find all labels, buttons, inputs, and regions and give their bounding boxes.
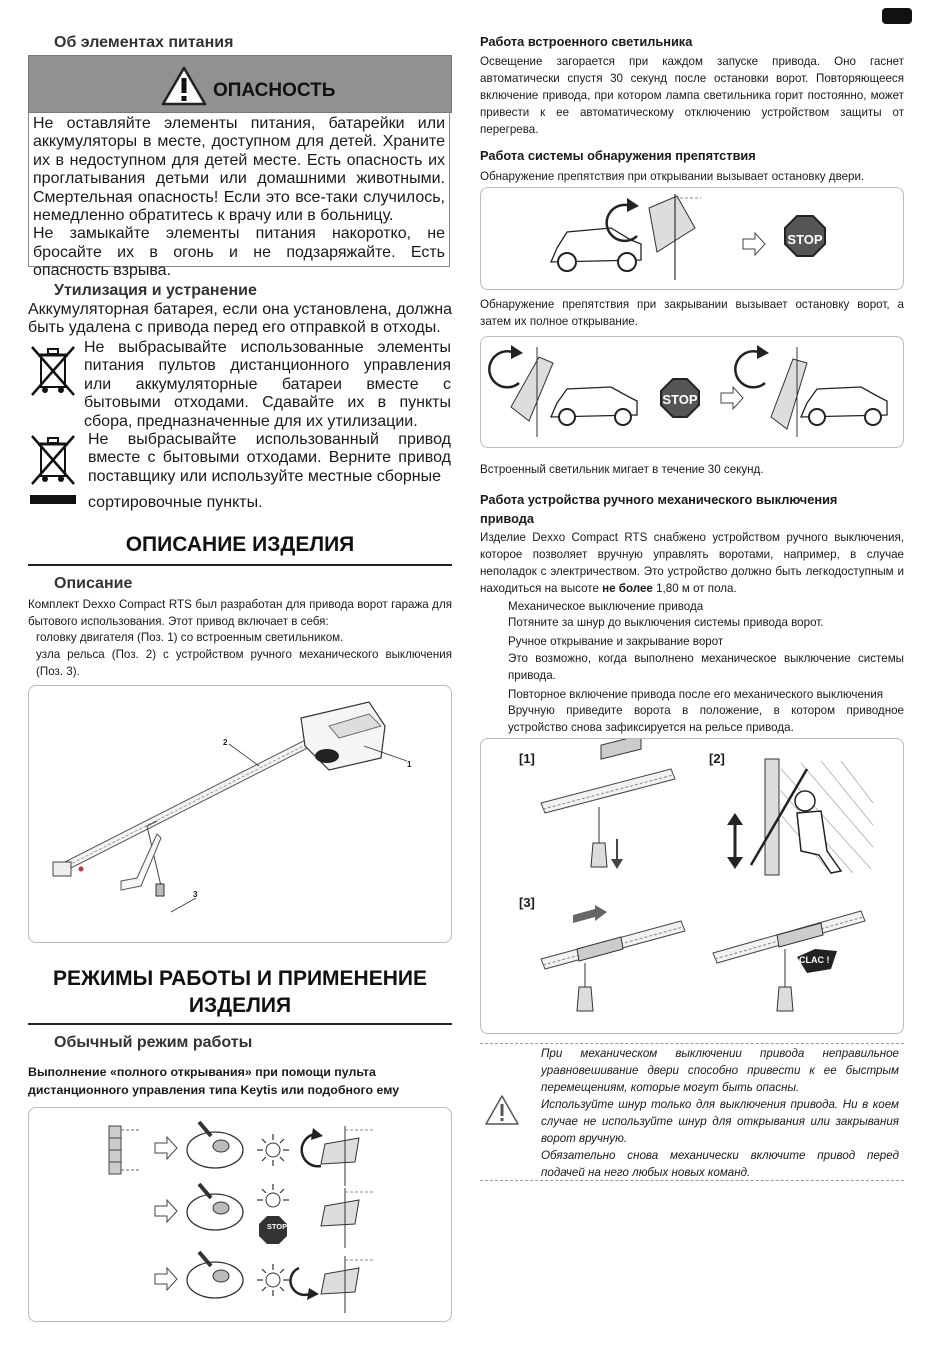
warning-triangle-icon <box>161 66 207 106</box>
step-2-figure <box>727 759 873 875</box>
clac-label: CLAC ! <box>799 955 830 965</box>
stop-sign-label-2: STOP <box>662 392 698 407</box>
manual-open-text: Это возможно, когда выполнено механическое выключение системы привода. <box>508 652 904 682</box>
obstacle-open-text: Обнаружение препятствия при открывании вызывает остановку двери. <box>480 170 865 183</box>
step-1-figure <box>541 739 675 869</box>
warning-top-rule <box>480 1043 904 1044</box>
light-text: Освещение загорается при каждом запуске привода. Оно гаснет автоматически спустя 30 секунд после остановки ворот. Повторяющееся включение привода, при котором лампа светильника горит постоянно, может привести к ее автоматическому отключению устройством защиты от перегрева. <box>480 55 904 136</box>
bin-underbar <box>30 495 76 504</box>
keytis-sequence-illustration <box>29 1108 451 1321</box>
manual-title-1: Работа устройства ручного механического выключения <box>480 492 838 507</box>
description-text: Комплект Dexxo Compact RTS был разработан для привода ворот гаража для бытового использования. Этот привод включает в себя: <box>28 598 452 628</box>
full-open-caption-2: дистанционного управления типа Keytis или подобного ему <box>28 1083 400 1097</box>
manual-title <box>480 490 904 528</box>
normal-mode-title: Обычный режим работы <box>54 1034 253 1051</box>
reengage-text: Вручную приведите ворота в положение, в котором приводное устройство снова зафиксируется на рельсе привода. <box>508 704 904 734</box>
obstacle-close-box <box>480 336 904 448</box>
reengage-title: Повторное включение привода после его механического выключения <box>508 688 884 701</box>
mech-title: Механическое выключение привода <box>508 600 704 613</box>
step-label-3: [3] <box>519 895 535 910</box>
manual-open-title: Ручное открывание и закрывание ворот <box>508 635 724 648</box>
warning-paragraph-3: Обязательно снова механически включите привод перед подачей на него любых новых команд. <box>541 1149 899 1179</box>
manual-text-b: 1,80 м от пола. <box>652 582 737 595</box>
step-label-1: [1] <box>519 751 535 766</box>
warning-paragraph-1: При механическом выключении привода неправильное уравновешивание двери способно привести к ее быстрым перемещениям, которые могут быть опасны. <box>541 1047 899 1094</box>
light-blink-text: Встроенный светильник мигает в течение 30 секунд. <box>480 463 764 476</box>
stop-sign-label-small: STOP <box>266 1222 288 1231</box>
stop-sign-label-1: STOP <box>787 232 823 247</box>
page-tab-marker <box>882 8 912 24</box>
disposal-batteries-text: Не выбрасывайте использованные элементы питания пультов дистанционного управления или аккумуляторные батареи вместе с бытовыми отходами. Сдавайте их в пункты сбора, предназначенные для их утилизации. <box>84 339 451 430</box>
manual-steps-box <box>480 738 904 1034</box>
heading-rule <box>28 564 452 566</box>
sequence-row-2 <box>155 1184 375 1248</box>
obstacle-open-box <box>480 187 904 290</box>
full-open-caption <box>28 1063 452 1099</box>
obstacle-open-illustration <box>481 188 903 289</box>
description-item-2: узла рельса (Поз. 2) с устройством ручного механического выключения (Поз. 3). <box>36 648 452 678</box>
warning-triangle-icon-2 <box>484 1094 520 1126</box>
danger-paragraph-2: Не замыкайте элементы питания накоротко, не бросайте их в огонь и не подзаряжайте. Есть опасность взрыва. <box>33 225 445 280</box>
product-heading: ОПИСАНИЕ ИЗДЕЛИЯ <box>125 533 355 556</box>
manual-steps-illustration <box>481 739 903 1033</box>
manual-title-2: привода <box>480 511 534 526</box>
sequence-row-3 <box>155 1252 375 1313</box>
product-illustration-box <box>28 685 452 943</box>
callout-1: 1 <box>407 760 412 769</box>
callout-3: 3 <box>193 890 198 899</box>
danger-paragraph-1: Не оставляйте элементы питания, батарейки или аккумуляторы в месте, доступном для детей. Храните их в недоступном для детей месте. Есть опасность их проглатывания детьми или домашними животными. Смертельная опасность! Если это все-таки случилось, немедленно обратитесь к врачу или в больницу. <box>33 115 445 225</box>
modes-rule <box>28 1023 452 1025</box>
description-title: Описание <box>54 575 133 592</box>
sequence-row-1 <box>155 1122 375 1186</box>
disposal-drive-text-2: сортировочные пункты. <box>88 494 263 511</box>
light-title: Работа встроенного светильника <box>480 34 693 49</box>
crossed-bin-icon <box>28 343 78 399</box>
warning-text <box>541 1045 899 1181</box>
modes-heading <box>28 965 452 1019</box>
mech-text: Потяните за шнур до выключения системы привода ворот. <box>508 616 824 629</box>
description-item-1: головку двигателя (Поз. 1) со встроенным светильником. <box>36 631 344 644</box>
manual-text-a: Изделие Dexxo Compact RTS снабжено устройством ручного выключения, которое позволяет вручную управлять воротами, например, в случае неполадок с электричеством. Это устройство должно быть легкодоступным и находиться на высоте <box>480 531 904 595</box>
disposal-drive-text: Не выбрасывайте использованный привод вместе с бытовыми отходами. Верните привод поставщику или используйте местные сборные <box>88 431 451 485</box>
danger-label: ОПАСНОСТЬ <box>213 80 336 101</box>
danger-banner <box>28 55 452 113</box>
manual-text <box>480 529 904 597</box>
warning-paragraph-2: Используйте шнур только для выключения привода. Ни в коем случае не используйте шнур для открывания или закрывания ворот вручную. <box>541 1098 899 1145</box>
keytis-sequence-box <box>28 1107 452 1322</box>
obstacle-close-text: Обнаружение препятствия при закрывании вызывает остановку ворот, а затем их полное открывание. <box>480 298 904 328</box>
modes-heading-line-1: РЕЖИМЫ РАБОТЫ И ПРИМЕНЕНИЕ <box>52 967 427 990</box>
disposal-section-title: Утилизация и устранение <box>54 282 257 299</box>
crossed-bin-icon-2 <box>28 432 78 488</box>
rail-motor-illustration <box>29 686 451 942</box>
step-label-2: [2] <box>709 751 725 766</box>
power-section-title: Об элементах питания <box>54 34 234 51</box>
disposal-intro: Аккумуляторная батарея, если она установлена, должна быть удалена с привода перед его отправкой в отходы. <box>28 301 452 337</box>
full-open-caption-1: Выполнение «полного открывания» при помощи пульта <box>28 1065 376 1079</box>
obstacle-title: Работа системы обнаружения препятствия <box>480 148 756 163</box>
modes-heading-line-2: ИЗДЕЛИЯ <box>188 994 292 1017</box>
warning-bottom-rule <box>480 1180 904 1181</box>
manual-text-bold: не более <box>602 582 653 595</box>
callout-2: 2 <box>223 738 228 747</box>
danger-text-box <box>28 111 450 280</box>
